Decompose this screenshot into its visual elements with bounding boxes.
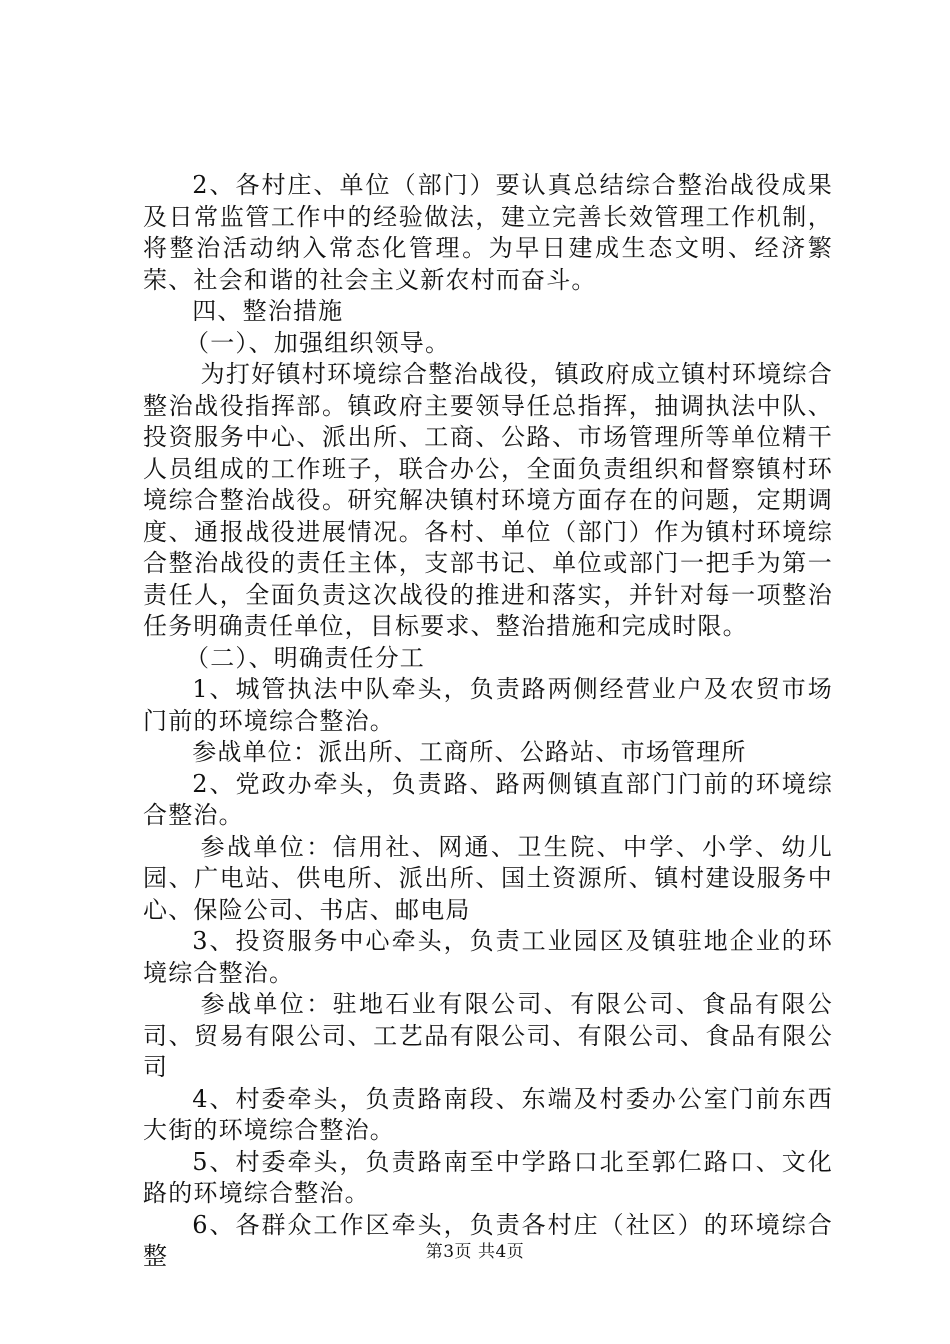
participants-1: 参战单位：派出所、工商所、公路站、市场管理所 xyxy=(192,738,747,766)
list-item-2: 2、党政办牵头，负责路、路两侧镇直部门门前的环境综合整治。 xyxy=(143,769,833,829)
list-item-1: 1、城管执法中队牵头，负责路两侧经营业户及农贸市场门前的环境综合整治。 xyxy=(143,675,833,735)
participants-3: 参战单位：驻地石业有限公司、有限公司、食品有限公司、贸易有限公司、工艺品有限公司、有限公司、食品有限公司 xyxy=(143,990,833,1081)
list-item-3: 3、投资服务中心牵头，负责工业园区及镇驻地企业的环境综合整治。 xyxy=(143,927,833,987)
subsection-heading-1: （一）、加强组织领导。 xyxy=(185,328,451,357)
list-item-5: 5、村委牵头，负责路南至中学路口北至郭仁路口、文化路的环境综合整治。 xyxy=(143,1147,833,1207)
list-item-4: 4、村委牵头，负责路南段、东端及村委办公室门前东西大街的环境综合整治。 xyxy=(143,1084,833,1144)
section-heading-4: 四、整治措施 xyxy=(192,297,344,325)
subsection-heading-2: （二）、明确责任分工 xyxy=(185,643,425,672)
participants-2: 参战单位：信用社、网通、卫生院、中学、小学、幼儿园、广电站、供电所、派出所、国土资源所、镇村建设服务中心、保险公司、书店、邮电局 xyxy=(143,832,833,924)
paragraph-organization: 为打好镇村环境综合整治战役，镇政府成立镇村环境综合整治战役指挥部。镇政府主要领导任总指挥，抽调执法中队、投资服务中心、派出所、工商、公路、市场管理所等单位精干人员组成的工作班子，联合办公，全面负责组织和督察镇村环境综合整治战役。研究解决镇村环境方面存在的问题，定期调度、通报战役进展情况。各村、单位（部门）作为镇村环境综合整治战役的责任主体，支部书记、单位或部门一把手为第一责任人，全面负责这次战役的推进和落实，并针对每一项整治任务明确责任单位，目标要求、整治措施和完成时限。 xyxy=(143,360,833,640)
list-item-6: 6、各群众工作区牵头，负责各村庄（社区）的环境综合整 xyxy=(143,1210,833,1270)
page-footer: 第3页 共4页 xyxy=(425,1242,525,1262)
document-body xyxy=(143,170,833,1273)
paragraph-1: 2、各村庄、单位（部门）要认真总结综合整治战役成果及日常监管工作中的经验做法，建立完善长效管理工作机制，将整治活动纳入常态化管理。为早日建成生态文明、经济繁荣、社会和谐的社会主义新农村而奋斗。 xyxy=(143,171,833,294)
